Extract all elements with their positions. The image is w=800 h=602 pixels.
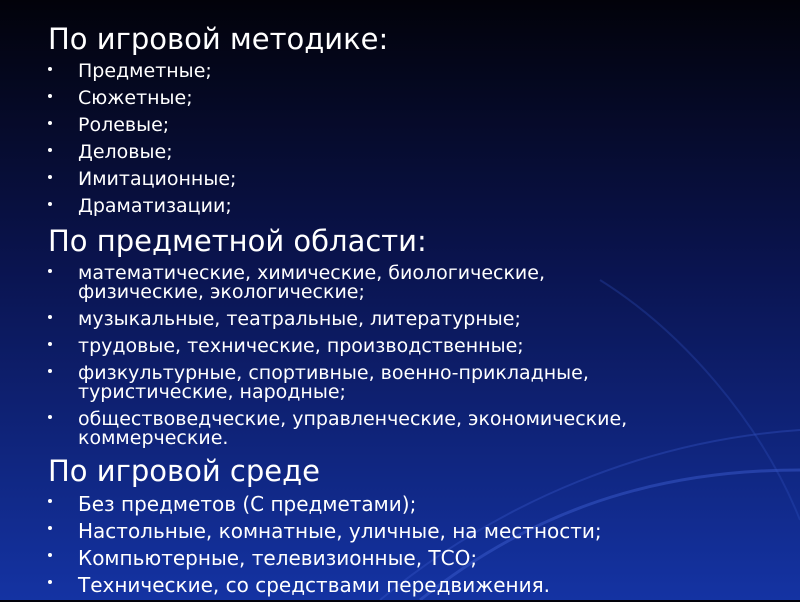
- list-item: физкультурные, спортивные, военно-прикладные, туристические, народные;: [48, 364, 788, 402]
- list-item: Имитационные;: [48, 170, 788, 189]
- bullet-list: [48, 264, 788, 448]
- section-heading: По игровой методике:: [48, 22, 389, 56]
- slide-content: [48, 22, 788, 602]
- bullet-icon: [48, 148, 52, 152]
- list-item: Сюжетные;: [48, 89, 788, 108]
- bullet-icon: [48, 369, 52, 373]
- list-item: Ролевые;: [48, 116, 788, 135]
- bullet-icon: [48, 553, 52, 557]
- bullet-list: [48, 494, 788, 595]
- section-heading: По предметной области:: [48, 224, 427, 258]
- bullet-icon: [48, 342, 52, 346]
- list-item: трудовые, технические, производственные;: [48, 337, 788, 356]
- bullet-icon: [48, 315, 52, 319]
- bullet-icon: [48, 94, 52, 98]
- list-item: Деловые;: [48, 143, 788, 162]
- bullet-icon: [48, 175, 52, 179]
- bullet-icon: [48, 526, 52, 530]
- list-item: Компьютерные, телевизионные, ТСО;: [48, 548, 788, 568]
- bullet-icon: [48, 202, 52, 206]
- list-item: Драматизации;: [48, 197, 788, 216]
- bullet-icon: [48, 67, 52, 71]
- list-item: Без предметов (С предметами);: [48, 494, 788, 514]
- list-item: математические, химические, биологические, физические, экологические;: [48, 264, 788, 302]
- list-item: музыкальные, театральные, литературные;: [48, 310, 788, 329]
- list-item: Предметные;: [48, 62, 788, 81]
- bullet-icon: [48, 580, 52, 584]
- section-subject-area: [48, 224, 788, 448]
- bullet-icon: [48, 499, 52, 503]
- list-item: обществоведческие, управленческие, экономические, коммерческие.: [48, 410, 788, 448]
- list-item: Настольные, комнатные, уличные, на местности;: [48, 521, 788, 541]
- bullet-icon: [48, 121, 52, 125]
- list-item: Технические, со средствами передвижения.: [48, 575, 788, 595]
- bullet-icon: [48, 415, 52, 419]
- section-heading: По игровой среде: [48, 454, 320, 488]
- bullet-list: [48, 62, 788, 216]
- section-game-environment: [48, 454, 788, 595]
- section-game-method: [48, 22, 788, 216]
- bullet-icon: [48, 269, 52, 273]
